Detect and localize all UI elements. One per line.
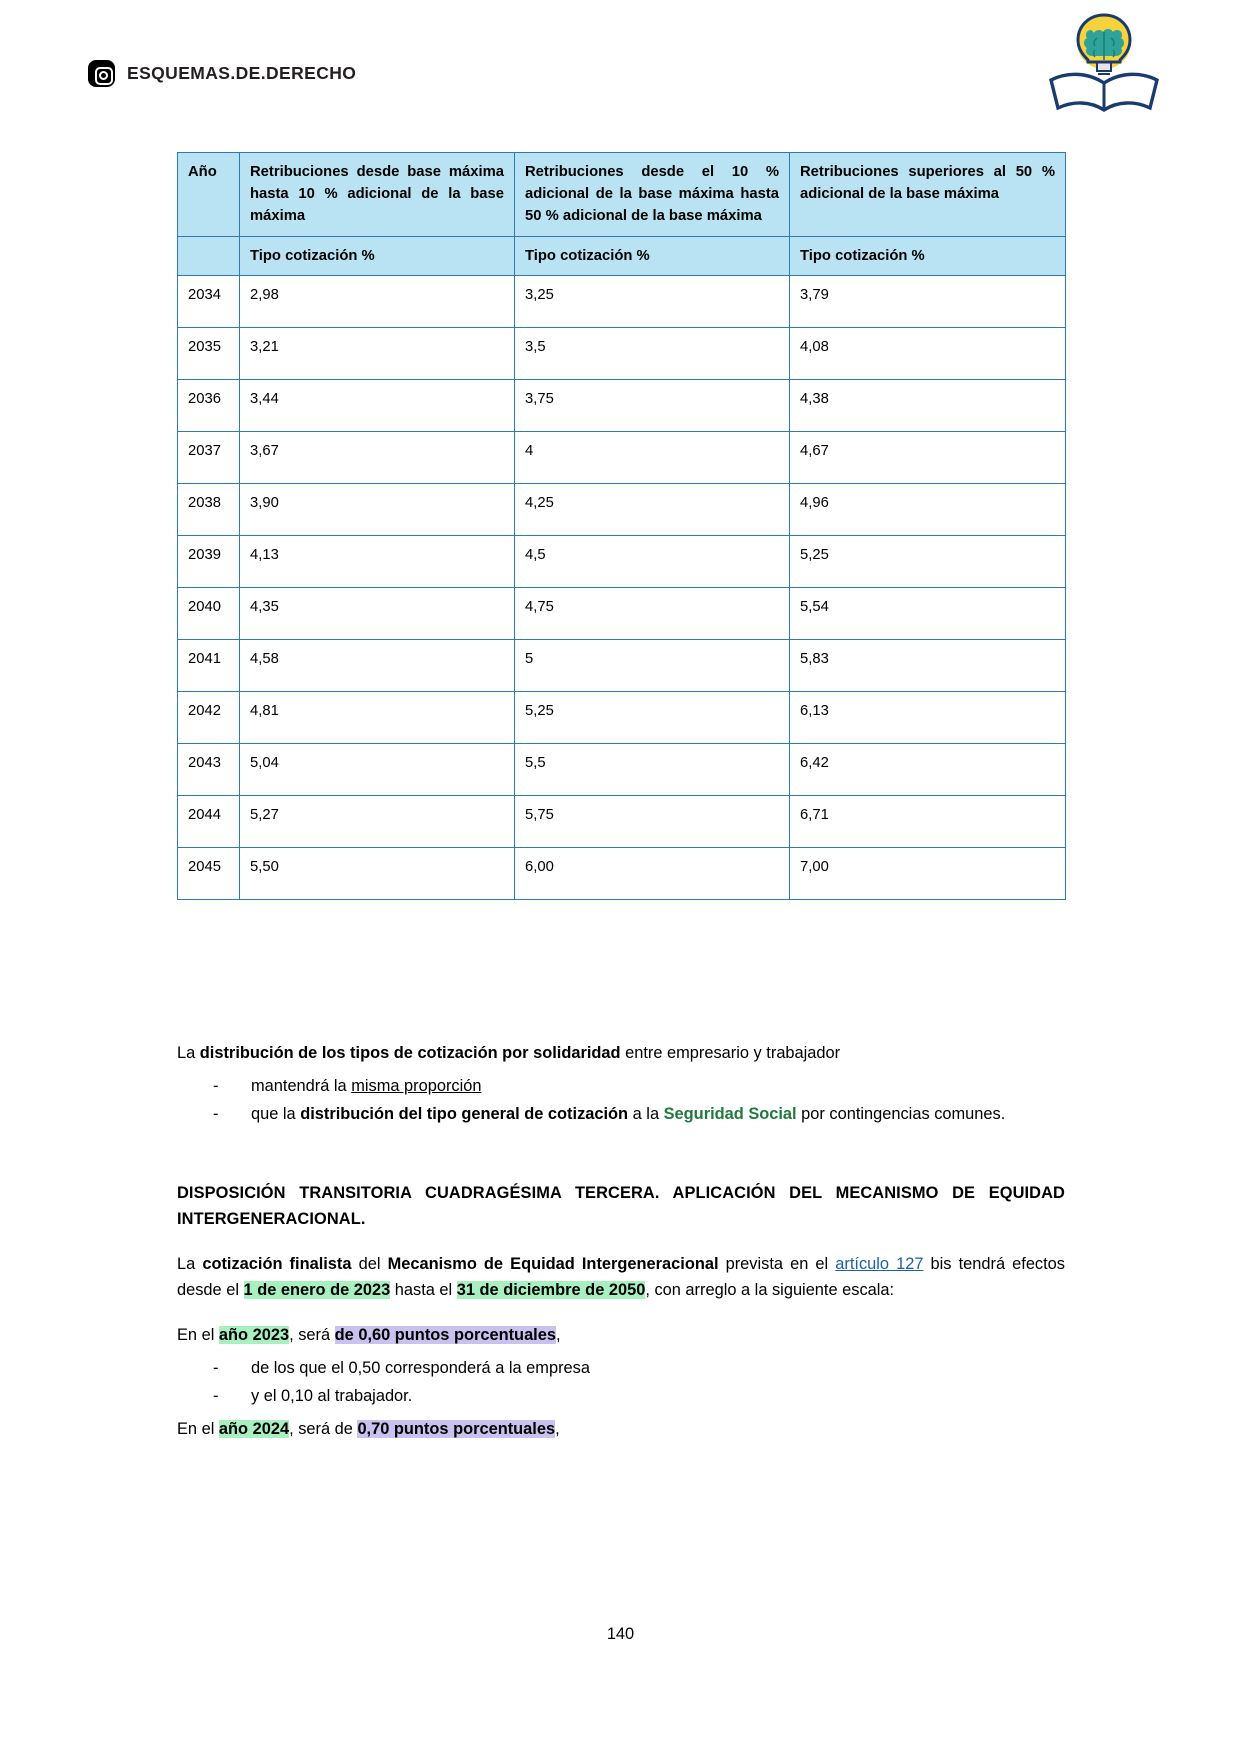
table-header-year: Año — [178, 153, 240, 237]
cell-tipo-a: 5,50 — [240, 847, 515, 899]
p1-pre: La — [177, 1044, 200, 1062]
bullet2-b: a la — [628, 1105, 664, 1124]
cell-tipo-b: 5,75 — [515, 795, 790, 847]
cell-tipo-c: 6,71 — [790, 795, 1066, 847]
bullet3-text: de los que el 0,50 corresponderá a la empresa — [251, 1358, 590, 1377]
cell-tipo-b: 4,75 — [515, 587, 790, 639]
cell-tipo-c: 5,25 — [790, 535, 1066, 587]
table-row — [178, 379, 1066, 431]
p2-bold1: cotización finalista — [202, 1254, 352, 1273]
cell-year: 2040 — [178, 587, 240, 639]
table-header-col-c-text: Retribuciones superiores al 50 % adicional de la base máxima — [800, 164, 1055, 203]
p2-a: La — [177, 1254, 203, 1273]
table-header-col-b — [515, 153, 790, 237]
cell-tipo-c: 4,08 — [790, 327, 1066, 379]
paragraph-anio-2024 — [177, 1416, 1065, 1443]
cell-tipo-a: 4,81 — [240, 691, 515, 743]
p4-a: En el — [177, 1419, 219, 1438]
cell-tipo-c: 5,83 — [790, 639, 1066, 691]
cell-year: 2042 — [178, 691, 240, 743]
p2-b: del — [351, 1254, 388, 1273]
cell-tipo-a: 3,67 — [240, 431, 515, 483]
cell-year: 2039 — [178, 535, 240, 587]
table-row — [178, 795, 1066, 847]
cotizacion-table-wrapper — [177, 152, 1065, 900]
list-item — [213, 1073, 1065, 1100]
p4-highlight-anio: año 2024 — [218, 1419, 290, 1438]
cell-tipo-a: 3,21 — [240, 327, 515, 379]
document-body — [177, 1040, 1065, 1446]
table-row — [178, 691, 1066, 743]
cell-tipo-a: 5,27 — [240, 795, 515, 847]
table-row — [178, 639, 1066, 691]
cell-year: 2045 — [178, 847, 240, 899]
p4-b: , será de — [289, 1419, 358, 1438]
table-row — [178, 587, 1066, 639]
table-header-col-b-text: Retribuciones desde el 10 % adicional de la base máxima hasta 50 % adicional de la base máxima — [525, 164, 779, 225]
p3-c: , — [555, 1326, 561, 1345]
p2-c: prevista en el — [718, 1254, 836, 1273]
cell-tipo-b: 5,25 — [515, 691, 790, 743]
cell-year: 2043 — [178, 743, 240, 795]
cell-tipo-a: 3,44 — [240, 379, 515, 431]
list-distribucion — [177, 1073, 1065, 1128]
cell-year: 2044 — [178, 795, 240, 847]
list-item — [213, 1101, 1065, 1128]
cell-tipo-c: 4,38 — [790, 379, 1066, 431]
table-body — [178, 275, 1066, 899]
cell-tipo-a: 2,98 — [240, 275, 515, 327]
instagram-icon — [88, 60, 115, 87]
cotizacion-table — [177, 152, 1066, 900]
table-row — [178, 847, 1066, 899]
link-articulo-127[interactable]: artículo 127 — [835, 1254, 924, 1273]
paragraph-cotizacion-finalista — [177, 1251, 1065, 1304]
table-row — [178, 743, 1066, 795]
cell-tipo-b: 4 — [515, 431, 790, 483]
cell-tipo-b: 4,25 — [515, 483, 790, 535]
bullet2-a: que la — [251, 1105, 301, 1124]
cell-tipo-b: 5,5 — [515, 743, 790, 795]
cell-tipo-a: 4,58 — [240, 639, 515, 691]
p2-bold2: Mecanismo de Equidad Intergeneracional — [387, 1254, 719, 1273]
table-subheader-col-a: Tipo cotización % — [240, 236, 515, 275]
p1-bold: distribución de los tipos de cotización por solidaridad — [199, 1044, 621, 1062]
p1-post: entre empresario y trabajador — [620, 1044, 841, 1062]
p2-d: bis tendrá efectos desde el — [177, 1254, 1065, 1300]
cell-tipo-b: 4,5 — [515, 535, 790, 587]
table-row — [178, 275, 1066, 327]
table-row — [178, 483, 1066, 535]
section-title: DISPOSICIÓN TRANSITORIA CUADRAGÉSIMA TERCERA. APLICACIÓN DEL MECANISMO DE EQUIDAD INTERGENERACIONAL. — [177, 1183, 1065, 1229]
list-item — [213, 1383, 1065, 1410]
p4-highlight-puntos: 0,70 puntos porcentuales — [357, 1419, 556, 1438]
cell-year: 2038 — [178, 483, 240, 535]
cell-tipo-c: 6,42 — [790, 743, 1066, 795]
table-header-col-a-text: Retribuciones desde base máxima hasta 10 % adicional de la base máxima — [250, 164, 504, 225]
cell-tipo-b: 3,25 — [515, 275, 790, 327]
list-anio-2023 — [177, 1355, 1065, 1410]
bullet2-bold: distribución del tipo general de cotización — [300, 1105, 629, 1124]
bullet2-green: Seguridad Social — [663, 1105, 797, 1124]
table-row — [178, 327, 1066, 379]
cell-year: 2041 — [178, 639, 240, 691]
p2-highlight-fecha-inicio: 1 de enero de 2023 — [243, 1281, 391, 1300]
cell-year: 2037 — [178, 431, 240, 483]
table-subheader-row — [178, 236, 1066, 275]
cell-tipo-a: 4,13 — [240, 535, 515, 587]
cell-year: 2035 — [178, 327, 240, 379]
table-header-row — [178, 153, 1066, 237]
table-row — [178, 535, 1066, 587]
list-item — [213, 1355, 1065, 1382]
brand-name: ESQUEMAS.DE.DERECHO — [127, 63, 357, 83]
brand-header — [88, 60, 356, 87]
bullet1-underlined: misma proporción — [351, 1076, 482, 1095]
p3-b: , será — [289, 1326, 335, 1345]
table-subheader-col-b: Tipo cotización % — [515, 236, 790, 275]
cell-tipo-b: 5 — [515, 639, 790, 691]
cell-year: 2034 — [178, 275, 240, 327]
cell-tipo-c: 7,00 — [790, 847, 1066, 899]
table-header-col-a — [240, 153, 515, 237]
cell-tipo-a: 4,35 — [240, 587, 515, 639]
cell-tipo-c: 4,67 — [790, 431, 1066, 483]
p2-e: hasta el — [390, 1281, 457, 1300]
cell-year: 2036 — [178, 379, 240, 431]
page-number: 140 — [606, 1625, 635, 1643]
cell-tipo-c: 6,13 — [790, 691, 1066, 743]
p3-highlight-anio: año 2023 — [218, 1326, 290, 1345]
p4-c: , — [555, 1419, 560, 1438]
cell-tipo-a: 5,04 — [240, 743, 515, 795]
table-subheader-year-empty — [178, 236, 240, 275]
table-header-col-c — [790, 153, 1066, 237]
cell-tipo-c: 3,79 — [790, 275, 1066, 327]
cell-tipo-c: 5,54 — [790, 587, 1066, 639]
cell-tipo-a: 3,90 — [240, 483, 515, 535]
cell-tipo-b: 3,75 — [515, 379, 790, 431]
paragraph-distribucion — [177, 1040, 1065, 1067]
paragraph-anio-2023 — [177, 1322, 1065, 1349]
p2-highlight-fecha-fin: 31 de diciembre de 2050 — [456, 1281, 646, 1300]
cell-tipo-c: 4,96 — [790, 483, 1066, 535]
p3-a: En el — [177, 1326, 219, 1345]
p2-f: , con arreglo a la siguiente escala: — [645, 1281, 895, 1300]
cell-tipo-b: 3,5 — [515, 327, 790, 379]
p3-highlight-puntos: de 0,60 puntos porcentuales — [334, 1326, 556, 1345]
table-subheader-col-c: Tipo cotización % — [790, 236, 1066, 275]
table-row — [178, 431, 1066, 483]
bullet1-pre: mantendrá la — [251, 1076, 352, 1095]
cell-tipo-b: 6,00 — [515, 847, 790, 899]
lightbulb-brain-book-logo — [1045, 8, 1163, 116]
bullet2-c: por contingencias comunes. — [796, 1105, 1006, 1124]
bullet4-text: y el 0,10 al trabajador. — [251, 1387, 413, 1406]
